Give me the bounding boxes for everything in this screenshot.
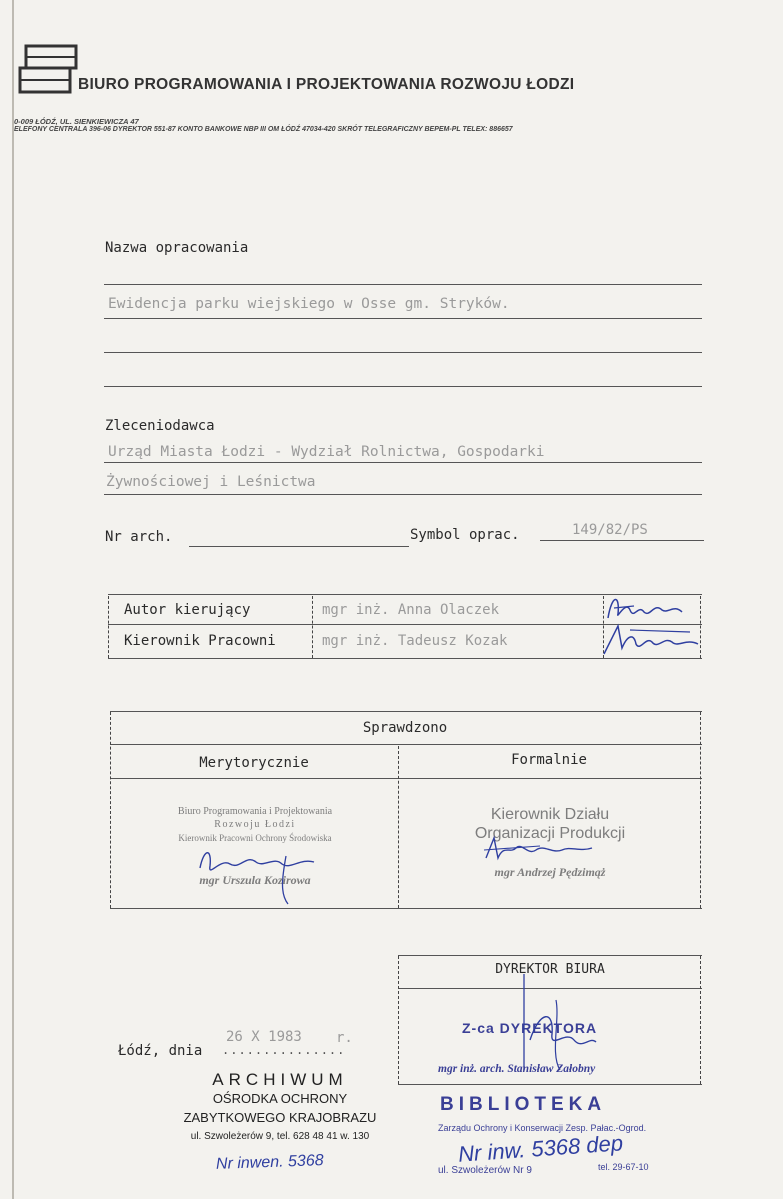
title-rule-1 [104, 284, 702, 285]
letterhead-logo [18, 44, 78, 100]
title-rule-3 [104, 352, 702, 353]
client-label: Zleceniodawca [105, 418, 215, 434]
author-role-2: Kierownik Pracowni [124, 633, 276, 649]
stamp-2-signature [480, 834, 600, 866]
page-edge [12, 0, 14, 1199]
archive-stamp-line-3: ul. Szwoleżerów 9, tel. 628 48 41 w. 130 [190, 1131, 370, 1142]
director-bottom-rule [398, 1084, 702, 1085]
date-suffix: r. [336, 1030, 353, 1046]
date-prefix: Łódź, dnia [118, 1043, 203, 1059]
author-name-2: mgr inż. Tadeusz Kozak [322, 633, 508, 649]
client-rule-1 [104, 462, 702, 463]
verify-header-rule [110, 744, 702, 745]
library-handwritten-number: Nr inw. 5368 dep [457, 1130, 624, 1167]
symbol-rule [540, 540, 704, 541]
verify-right-border [700, 712, 702, 908]
org-name: BIURO PROGRAMOWANIA I PROJEKTOWANIA ROZWOJU ŁODZI [78, 76, 575, 93]
title-label: Nazwa opracowania [105, 240, 249, 256]
author-role-1: Autor kierujący [124, 602, 251, 618]
title-value: Ewidencja parku wiejskiego w Osse gm. Stryków. [108, 296, 510, 312]
verify-top-rule [110, 711, 702, 712]
stamp-1-line-2: Rozwoju Łodzi [214, 819, 296, 830]
org-address: 0-009 ŁÓDŹ, UL. SIENKIEWICZA 47 [14, 117, 139, 126]
nr-arch-rule [189, 546, 409, 547]
author-signature-2 [600, 620, 704, 658]
stamp-2-line-1: Kierownik Działu [490, 806, 610, 823]
client-rule-2 [104, 494, 702, 495]
library-stamp-line-1: Zarządu Ochrony i Konserwacji Zesp. Pałac.-Ogrod. [438, 1123, 647, 1133]
authors-bottom-rule [108, 658, 702, 659]
author-name-1: mgr inż. Anna Olaczek [322, 602, 500, 618]
verify-cols-rule [110, 778, 702, 779]
verify-col1-header: Merytorycznie [199, 755, 309, 771]
stamp-1-line-3: Kierownik Pracowni Ochrony Środowiska [178, 833, 332, 843]
authors-col-divider [312, 596, 314, 658]
archive-handwritten-number: Nr inwen. 5368 [215, 1152, 324, 1173]
stamp-1-line-1: Biuro Programowania i Projektowania [177, 806, 333, 817]
verify-col2-header: Formalnie [511, 752, 587, 768]
verify-header: Sprawdzono [362, 720, 448, 736]
stamp-2-line-2: Organizacji Produkcji [474, 825, 626, 842]
archive-stamp-line-2: ZABYTKOWEGO KRAJOBRAZU [183, 1110, 377, 1125]
nr-arch-label: Nr arch. [105, 529, 173, 545]
director-stamp-title: Z-ca DYREKTORA [462, 1020, 598, 1036]
title-rule-4 [104, 386, 702, 387]
stamp-1-name: mgr Urszula Kozirowa [199, 873, 311, 887]
symbol-label: Symbol oprac. [410, 527, 520, 543]
date-dots: ............... [222, 1043, 346, 1057]
library-stamp-line-2: ul. Szwoleżerów Nr 9 [438, 1165, 532, 1176]
director-top-rule [398, 955, 702, 956]
authors-left-border [108, 596, 110, 658]
stamp-2-name: mgr Andrzej Pędzimąż [494, 865, 606, 879]
director-stamp-name: mgr inż. arch. Stanisław Załobny [438, 1063, 596, 1075]
client-line-2: Żywnościowej i Leśnictwa [106, 474, 316, 490]
verify-bottom-rule [110, 908, 702, 909]
org-contact: ELEFONY CENTRALA 396-06 DYREKTOR 551-87 KONTO BANKOWE NBP III OM ŁÓDŹ 47034-420 SKRÓT TELEGRAFICZNY BEPEM-PL TELEX: 886657 [14, 126, 513, 133]
director-header: DYREKTOR BIURA [495, 962, 605, 977]
library-stamp-title: BIBLIOTEKA [440, 1094, 607, 1115]
director-signature [510, 970, 600, 1078]
date-value: 26 X 1983 [226, 1029, 302, 1045]
library-stamp-line-3: tel. 29-67-10 [598, 1162, 649, 1172]
symbol-value: 149/82/PS [572, 522, 648, 538]
archive-stamp-title: ARCHIWUM [212, 1070, 348, 1089]
client-line-1: Urząd Miasta Łodzi - Wydział Rolnictwa, Gospodarki [108, 444, 545, 460]
title-rule-2 [104, 318, 702, 319]
archive-stamp-line-1: OŚRODKA OCHRONY [212, 1091, 348, 1106]
